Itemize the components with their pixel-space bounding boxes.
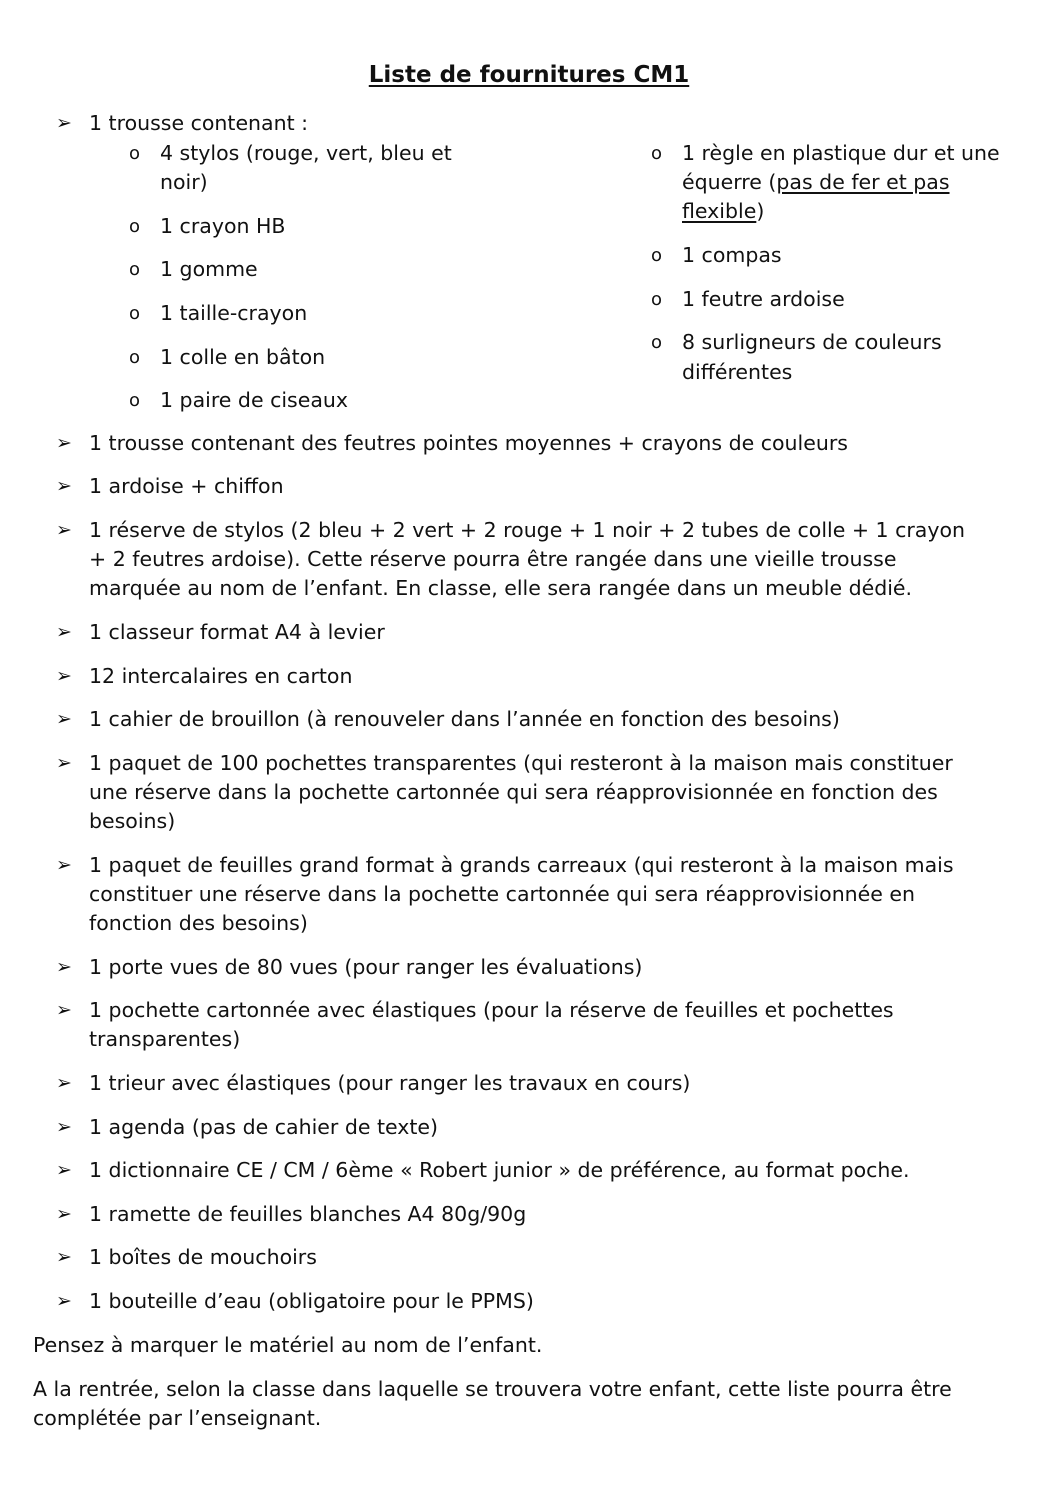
sub-item-surligneurs-cont: différentes: [682, 360, 793, 384]
list-item: 1 agenda (pas de cahier de texte): [89, 1115, 439, 1139]
bullet-arrow-icon: ➢: [56, 475, 72, 497]
list-item: 1 ardoise + chiffon: [89, 474, 284, 498]
bullet-arrow-icon: ➢: [56, 752, 72, 774]
sub-item-colle: 1 colle en bâton: [160, 345, 326, 369]
footer-rentree: A la rentrée, selon la classe dans laquelle se trouvera votre enfant, cette liste pourra être: [33, 1377, 952, 1401]
list-item-cont: fonction des besoins): [89, 911, 308, 935]
list-item: 1 trousse contenant des feutres pointes moyennes + crayons de couleurs: [89, 431, 848, 455]
bullet-arrow-icon: ➢: [56, 1246, 72, 1268]
bullet-arrow-icon: ➢: [56, 854, 72, 876]
sub-bullet-icon: o: [651, 143, 663, 164]
list-item-cont: une réserve dans la pochette cartonnée qui sera réapprovisionnée en fonction des: [89, 780, 938, 804]
bullet-arrow-icon: ➢: [56, 708, 72, 730]
sub-bullet-icon: o: [129, 347, 141, 368]
list-item: 1 ramette de feuilles blanches A4 80g/90g: [89, 1202, 527, 1226]
sub-item-stylos: 4 stylos (rouge, vert, bleu et: [160, 141, 452, 165]
sub-item-surligneurs: 8 surligneurs de couleurs: [682, 330, 942, 354]
list-item: 1 pochette cartonnée avec élastiques (pour la réserve de feuilles et pochettes: [89, 998, 894, 1022]
bullet-arrow-icon: ➢: [56, 112, 72, 134]
list-item: 1 bouteille d’eau (obligatoire pour le PPMS): [89, 1289, 534, 1313]
sub-bullet-icon: o: [651, 245, 663, 266]
sub-item-regle: 1 règle en plastique dur et une: [682, 141, 1000, 165]
sub-item-regle-end: flexible): [682, 199, 765, 223]
list-item-cont: marquée au nom de l’enfant. En classe, elle sera rangée dans un meuble dédié.: [89, 576, 913, 600]
list-item: 1 dictionnaire CE / CM / 6ème « Robert junior » de préférence, au format poche.: [89, 1158, 910, 1182]
list-item-cont: + 2 feutres ardoise). Cette réserve pourra être rangée dans une vieille trousse: [89, 547, 897, 571]
item-trousse: 1 trousse contenant :: [89, 111, 309, 135]
sub-bullet-icon: o: [129, 303, 141, 324]
list-item-cont: constituer une réserve dans la pochette cartonnée qui sera réapprovisionnée en: [89, 882, 916, 906]
bullet-arrow-icon: ➢: [56, 665, 72, 687]
page-title: Liste de fournitures CM1: [368, 62, 690, 88]
list-item: 1 paquet de 100 pochettes transparentes (qui resteront à la maison mais constituer: [89, 751, 953, 775]
bullet-arrow-icon: ➢: [56, 1116, 72, 1138]
sub-bullet-icon: o: [651, 332, 663, 353]
list-item: 1 trieur avec élastiques (pour ranger les travaux en cours): [89, 1071, 691, 1095]
footer-note: Pensez à marquer le matériel au nom de l’enfant.: [33, 1333, 543, 1357]
bullet-arrow-icon: ➢: [56, 621, 72, 643]
bullet-arrow-icon: ➢: [56, 519, 72, 541]
sub-item-regle-cont: équerre (pas de fer et pas: [682, 170, 950, 194]
bullet-arrow-icon: ➢: [56, 432, 72, 454]
sub-item-crayon: 1 crayon HB: [160, 214, 286, 238]
list-item: 12 intercalaires en carton: [89, 664, 353, 688]
list-item: 1 réserve de stylos (2 bleu + 2 vert + 2 rouge + 1 noir + 2 tubes de colle + 1 crayon: [89, 518, 966, 542]
sub-item-feutre: 1 feutre ardoise: [682, 287, 845, 311]
sub-bullet-icon: o: [129, 216, 141, 237]
sub-bullet-icon: o: [651, 289, 663, 310]
sub-bullet-icon: o: [129, 259, 141, 280]
emphasis-underline: flexible: [682, 199, 757, 223]
list-item: 1 porte vues de 80 vues (pour ranger les évaluations): [89, 955, 643, 979]
emphasis-underline: pas de fer et pas: [776, 170, 950, 194]
sub-item-taille-crayon: 1 taille-crayon: [160, 301, 308, 325]
bullet-arrow-icon: ➢: [56, 1159, 72, 1181]
list-item-cont: transparentes): [89, 1027, 241, 1051]
bullet-arrow-icon: ➢: [56, 1290, 72, 1312]
sub-item-compas: 1 compas: [682, 243, 782, 267]
sub-bullet-icon: o: [129, 390, 141, 411]
sub-item-stylos-cont: noir): [160, 170, 208, 194]
bullet-arrow-icon: ➢: [56, 999, 72, 1021]
bullet-arrow-icon: ➢: [56, 1203, 72, 1225]
sub-item-ciseaux: 1 paire de ciseaux: [160, 388, 349, 412]
list-item-cont: besoins): [89, 809, 176, 833]
footer-rentree-cont: complétée par l’enseignant.: [33, 1406, 322, 1430]
sub-bullet-icon: o: [129, 143, 141, 164]
list-item: 1 classeur format A4 à levier: [89, 620, 385, 644]
list-item: 1 boîtes de mouchoirs: [89, 1245, 317, 1269]
sub-item-gomme: 1 gomme: [160, 257, 258, 281]
list-item: 1 paquet de feuilles grand format à grands carreaux (qui resteront à la maison mais: [89, 853, 954, 877]
list-item: 1 cahier de brouillon (à renouveler dans l’année en fonction des besoins): [89, 707, 840, 731]
bullet-arrow-icon: ➢: [56, 956, 72, 978]
bullet-arrow-icon: ➢: [56, 1072, 72, 1094]
